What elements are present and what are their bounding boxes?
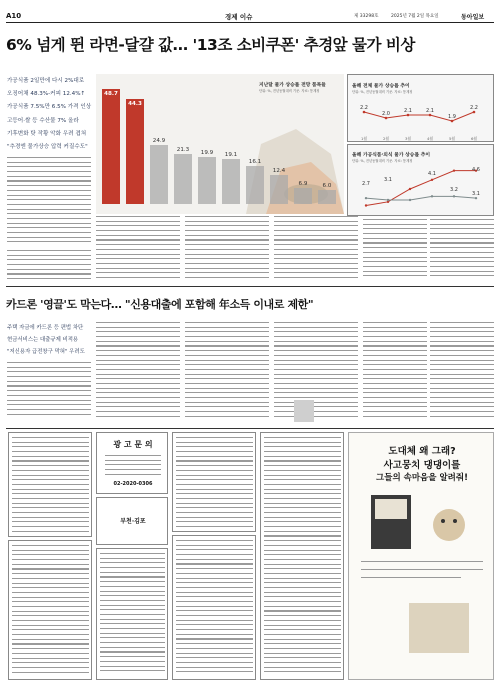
article-body-col1	[7, 157, 91, 247]
line-chart-2-label-5: 3.1	[472, 191, 480, 197]
ads-divider	[6, 428, 494, 429]
line-chart-1-point-4	[451, 120, 454, 123]
ad-box-7[interactable]	[260, 432, 344, 680]
line-chart-1-label-2: 2.1	[404, 108, 412, 114]
bar-chart-subtitle: 단위: %, 전년동월대비 기준. 자료: 통계청	[259, 89, 320, 93]
line-chart-1-xtick-0: 1월	[360, 136, 368, 141]
line-chart-1-series	[364, 112, 474, 121]
line-chart-1-subtitle: 단위: %, 전년동월대비 기준. 자료: 통계청	[352, 90, 413, 94]
bar-0	[102, 89, 120, 204]
bar-9	[318, 190, 336, 204]
book-ad-title-2: 사고뭉치 댕댕이를	[383, 460, 461, 471]
article-body-col1b	[7, 250, 91, 280]
bar-value-label-3: 21.3	[176, 146, 190, 153]
line-chart-2-point-1-1	[387, 199, 389, 201]
lead-line-5: 기후변화 탓 작황 악화 우려 겹쳐	[7, 130, 87, 137]
reporter-photo	[294, 400, 314, 422]
line-chart-2-label-1: 3.1	[384, 177, 392, 183]
bottom-body-col4	[274, 322, 358, 422]
line-chart-2-point-1-3	[431, 195, 433, 197]
bottom-body-col5	[363, 322, 427, 422]
line-chart-1-point-0	[363, 111, 366, 114]
book-ad-title-3: 그들의 속마음을 알려줘!	[376, 473, 468, 483]
bar-value-label-9: 6.0	[322, 182, 332, 189]
line-chart-2	[347, 144, 494, 216]
line-chart-1-svg	[348, 75, 495, 143]
article-body-col4	[274, 216, 358, 282]
ad-city: 부천·김포	[120, 518, 146, 525]
line-chart-1-xtick-5: 6월	[470, 136, 478, 141]
bottom-body-col2	[96, 322, 180, 422]
section-name: 경제 이슈	[225, 13, 253, 21]
ad-contact-title: 광 고 문 의	[113, 440, 153, 449]
lead-subheads	[7, 75, 95, 154]
line-chart-1-point-1	[385, 117, 388, 120]
bottom-sub-2: 현금서비스는 대출규제 비적용	[7, 337, 79, 343]
line-chart-1-label-1: 2.0	[382, 111, 390, 117]
line-chart-2-series-1	[366, 196, 476, 200]
ad-box-1[interactable]	[8, 432, 92, 537]
bottom-sub-3: "저신용자 급전창구 막혀" 우려도	[7, 349, 85, 355]
ad-box-3[interactable]	[96, 497, 168, 545]
bar-value-label-8: 6.9	[298, 180, 308, 187]
bottom-story-headline: 카드론 '영끌'도 막는다… "신용대출에 포함해 年소득 이내로 제한"	[6, 298, 314, 311]
line-chart-1-label-5: 2.2	[470, 105, 478, 111]
price-bar-chart	[96, 74, 344, 214]
page-header	[6, 12, 494, 23]
bar-8	[294, 188, 312, 204]
ad-box-2[interactable]	[8, 540, 92, 680]
line-chart-2-label-2: 4.1	[428, 171, 436, 177]
line-chart-2-point-1-0	[365, 197, 367, 199]
line-chart-1-xtick-4: 5월	[448, 136, 456, 141]
line-chart-2-label-3: 3.2	[450, 187, 458, 193]
paper-name: 동아일보	[461, 14, 485, 21]
bar-7	[270, 175, 288, 204]
bar-value-label-7: 12.4	[272, 167, 286, 174]
ad-contact-phone: 02-2020-0306	[113, 481, 153, 487]
bar-value-label-4: 19.9	[200, 150, 214, 157]
bottom-sub-1: 주택 자금에 카드론 등 편법 차단	[7, 325, 84, 331]
bar-4	[198, 157, 216, 204]
section-divider	[6, 286, 494, 287]
article-body-col6	[430, 219, 494, 282]
line-chart-2-series-0	[366, 171, 476, 206]
bottom-body-col1	[7, 362, 91, 422]
header-date: 2025년 7월 2일 목요일	[391, 14, 439, 19]
bottom-story-subheads	[7, 322, 95, 358]
article-body-col5	[363, 219, 427, 282]
bottom-body-col6	[430, 322, 494, 422]
bottom-body-col3	[185, 322, 269, 422]
line-chart-1-label-3: 2.1	[426, 108, 434, 114]
bar-1	[126, 99, 144, 204]
article-body-col2	[96, 216, 180, 282]
bar-chart-title: 지난달 물가 상승률 전망 품목들	[259, 83, 326, 88]
article-body-col3	[185, 216, 269, 282]
line-chart-2-point-0-3	[431, 179, 433, 181]
ad-box-6[interactable]	[172, 535, 256, 680]
line-chart-1-point-2	[407, 114, 410, 117]
line-chart-2-point-0-2	[409, 188, 411, 190]
line-chart-1	[347, 74, 494, 142]
line-chart-2-title: 올해 가공식품·외식 물가 상승률 추이	[352, 153, 431, 158]
book-ad[interactable]	[348, 432, 494, 680]
bar-value-label-0: 48.7	[104, 91, 118, 98]
ad-contact-box[interactable]	[96, 432, 168, 494]
bar-2	[150, 145, 168, 204]
line-chart-1-label-0: 2.2	[360, 105, 368, 111]
line-chart-2-label-4: 4.6	[472, 167, 480, 173]
bar-value-label-6: 16.1	[248, 159, 262, 165]
bar-value-label-2: 24.9	[152, 138, 166, 145]
lead-line-2: 오징어채 48.3%-커피 12.4%↑	[7, 91, 86, 98]
ad-box-4[interactable]	[96, 548, 168, 680]
line-chart-2-point-0-0	[365, 204, 367, 206]
bar-chart-bars	[96, 74, 344, 214]
bar-5	[222, 159, 240, 204]
lead-line-4: 고등어·쌀 등 수산물 7% 올라	[7, 117, 79, 124]
line-chart-2-point-1-5	[475, 197, 477, 199]
line-chart-2-point-1-4	[453, 195, 455, 197]
ad-box-5[interactable]	[172, 432, 256, 532]
line-chart-1-point-3	[429, 114, 432, 117]
bar-value-label-5: 19.1	[224, 151, 238, 158]
issue-number: 제 33298호	[354, 14, 379, 19]
line-chart-1-point-5	[473, 111, 476, 114]
main-headline: 6% 넘게 뛴 라면-달걀 값… '13조 소비쿠폰' 추경앞 물가 비상	[6, 36, 415, 54]
line-chart-1-xtick-1: 2월	[382, 136, 390, 141]
line-chart-2-point-1-2	[409, 199, 411, 201]
line-chart-1-title: 올해 전체 물가 상승률 추이	[352, 84, 410, 89]
book-ad-title-1: 도대체 왜 그래?	[388, 446, 456, 457]
line-chart-1-label-4: 1.9	[448, 114, 456, 120]
bar-3	[174, 154, 192, 204]
line-chart-1-xtick-3: 4월	[426, 136, 434, 141]
line-chart-2-svg	[348, 145, 495, 217]
lead-line-1: 가공식품 2일만에 다시 2%대로	[7, 78, 85, 84]
lead-line-6: "추경엔 물가상승 압력 커질수도"	[7, 144, 88, 151]
bar-value-label-1: 44.3	[128, 101, 142, 108]
lead-line-3: 가공식품 7.5%만 6.5% 가격 인상	[7, 104, 92, 111]
bar-6	[246, 166, 264, 204]
line-chart-2-point-0-4	[453, 169, 455, 171]
line-chart-1-xtick-2: 3월	[404, 136, 412, 141]
page-number: A10	[6, 12, 22, 20]
book-ad-illustration	[349, 433, 495, 681]
line-chart-2-label-0: 2.7	[362, 181, 370, 187]
line-chart-2-subtitle: 단위: %, 전년동월대비 기준. 자료: 통계청	[352, 159, 413, 163]
